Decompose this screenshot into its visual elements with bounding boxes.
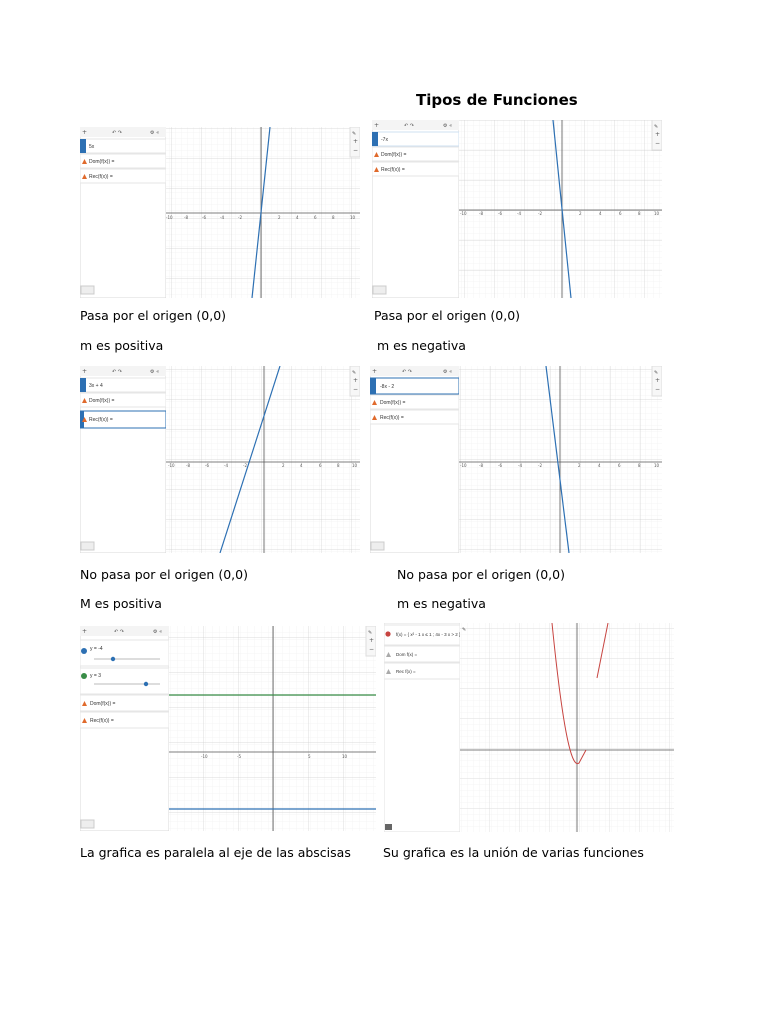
- expression-3-text[interactable]: Rec(f(x)) =: [89, 417, 113, 423]
- svg-text:10: 10: [352, 463, 358, 468]
- svg-text:8: 8: [332, 215, 335, 220]
- svg-text:-8: -8: [184, 215, 188, 220]
- add-icon[interactable]: +: [82, 628, 88, 635]
- graph-3-svg: [80, 366, 360, 553]
- svg-text:4: 4: [296, 215, 299, 220]
- undo-icon[interactable]: ↶ ↷: [114, 629, 124, 635]
- svg-text:-10: -10: [201, 754, 208, 759]
- svg-text:-6: -6: [498, 463, 502, 468]
- document-title: Tipos de Funciones: [416, 91, 578, 109]
- svg-text:6: 6: [618, 463, 621, 468]
- expression-3-text[interactable]: Rec(f(x)) =: [381, 167, 405, 173]
- graph-1-svg: [80, 127, 360, 298]
- settings-icon[interactable]: ⚙ «: [150, 369, 160, 375]
- expression-3-text[interactable]: Dom(f(x)) =: [90, 701, 116, 707]
- zoom-in-icon[interactable]: +: [369, 637, 375, 644]
- svg-text:-6: -6: [205, 463, 209, 468]
- zoom-in-icon[interactable]: +: [353, 138, 359, 145]
- caption-6: Su grafica es la unión de varias funciones: [383, 845, 644, 860]
- expression-2-text[interactable]: Dom(f(x)) =: [89, 159, 115, 165]
- add-icon[interactable]: +: [374, 122, 380, 129]
- add-icon[interactable]: +: [82, 129, 88, 136]
- graph-2-svg: [372, 120, 662, 298]
- expression-1-text[interactable]: -7x: [381, 137, 388, 143]
- expression-1-text[interactable]: -8x - 2: [380, 384, 395, 390]
- svg-text:-8: -8: [479, 463, 483, 468]
- svg-text:-6: -6: [498, 211, 502, 216]
- caption-3a: No pasa por el origen (0,0): [80, 567, 248, 582]
- caption-4b: m es negativa: [397, 596, 486, 611]
- undo-icon[interactable]: ↶ ↷: [112, 369, 122, 375]
- keyboard-icon[interactable]: [373, 286, 386, 294]
- svg-text:6: 6: [319, 463, 322, 468]
- expression-1-text[interactable]: 5x: [89, 144, 95, 150]
- settings-icon[interactable]: ⚙ «: [153, 629, 163, 635]
- graph-6-svg: [384, 623, 674, 832]
- keyboard-icon[interactable]: [385, 824, 392, 830]
- svg-text:4: 4: [598, 463, 601, 468]
- graph-5-svg: [80, 626, 376, 831]
- zoom-out-icon[interactable]: −: [655, 140, 661, 147]
- svg-text:-2: -2: [238, 215, 242, 220]
- undo-icon[interactable]: ↶ ↷: [404, 123, 414, 129]
- expression-2-text[interactable]: Dom(f(x)) =: [89, 398, 115, 404]
- expression-1-text[interactable]: 3x + 4: [89, 383, 103, 389]
- expression-2-text[interactable]: y = 3: [90, 673, 101, 679]
- expression-color-icon[interactable]: [80, 378, 86, 392]
- wrench-icon[interactable]: ✎: [654, 124, 659, 130]
- zoom-out-icon[interactable]: −: [655, 386, 661, 393]
- undo-icon[interactable]: ↶ ↷: [402, 369, 412, 375]
- svg-text:-2: -2: [538, 211, 542, 216]
- zoom-out-icon[interactable]: −: [369, 646, 375, 653]
- wrench-icon[interactable]: ✎: [654, 370, 659, 376]
- expression-4-text[interactable]: Rec(f(x)) =: [90, 718, 114, 724]
- caption-1b: m es positiva: [80, 338, 164, 353]
- svg-text:-2: -2: [538, 463, 542, 468]
- caption-3b: M es positiva: [80, 596, 162, 611]
- graph-screenshot-1: [80, 127, 360, 298]
- svg-text:10: 10: [654, 463, 660, 468]
- svg-text:10: 10: [654, 211, 660, 216]
- svg-text:5: 5: [308, 754, 311, 759]
- expression-color-icon[interactable]: [372, 132, 378, 146]
- zoom-in-icon[interactable]: +: [655, 377, 661, 384]
- svg-text:8: 8: [337, 463, 340, 468]
- expression-color-icon[interactable]: [81, 673, 87, 679]
- wrench-icon[interactable]: ✎: [352, 131, 357, 137]
- graph-screenshot-4: [370, 366, 662, 553]
- caption-4a: No pasa por el origen (0,0): [397, 567, 565, 582]
- svg-text:-4: -4: [517, 211, 521, 216]
- svg-text:-10: -10: [460, 463, 467, 468]
- expression-2-text[interactable]: Dom(f(x)) =: [381, 152, 407, 158]
- wrench-icon[interactable]: ✎: [462, 627, 467, 633]
- expression-2-text[interactable]: Dom(f(x)) =: [380, 400, 406, 406]
- svg-text:8: 8: [638, 463, 641, 468]
- zoom-in-icon[interactable]: +: [655, 131, 661, 138]
- caption-5: La grafica es paralela al eje de las abscisas: [80, 845, 351, 860]
- settings-icon[interactable]: ⚙ «: [150, 130, 160, 136]
- expression-color-icon[interactable]: [370, 378, 376, 394]
- wrench-icon[interactable]: ✎: [352, 370, 357, 376]
- settings-icon[interactable]: ⚙ «: [443, 369, 453, 375]
- caption-2a: Pasa por el origen (0,0): [374, 308, 521, 323]
- svg-text:2: 2: [282, 463, 285, 468]
- keyboard-icon[interactable]: [81, 820, 94, 828]
- keyboard-icon[interactable]: [81, 542, 94, 550]
- slider-handle[interactable]: [144, 682, 148, 686]
- add-icon[interactable]: +: [82, 368, 88, 375]
- svg-text:10: 10: [350, 215, 356, 220]
- svg-text:2: 2: [278, 215, 281, 220]
- zoom-out-icon[interactable]: −: [353, 147, 359, 154]
- svg-text:6: 6: [619, 211, 622, 216]
- svg-text:2: 2: [579, 211, 582, 216]
- svg-text:4: 4: [599, 211, 602, 216]
- keyboard-icon[interactable]: [371, 542, 384, 550]
- svg-text:-6: -6: [202, 215, 206, 220]
- svg-text:-10: -10: [460, 211, 467, 216]
- add-icon[interactable]: +: [372, 368, 378, 375]
- svg-text:8: 8: [638, 211, 641, 216]
- wrench-icon[interactable]: ✎: [368, 630, 373, 636]
- settings-icon[interactable]: ⚙ «: [443, 123, 453, 129]
- expression-color-icon[interactable]: [81, 648, 87, 654]
- caption-2b: m es negativa: [377, 338, 466, 353]
- graph-screenshot-3: [80, 366, 360, 553]
- svg-text:-5: -5: [237, 754, 241, 759]
- svg-text:2: 2: [578, 463, 581, 468]
- svg-text:4: 4: [300, 463, 303, 468]
- undo-icon[interactable]: ↶ ↷: [112, 130, 122, 136]
- svg-text:-4: -4: [518, 463, 522, 468]
- expression-color-icon[interactable]: [80, 139, 86, 153]
- expression-2-text[interactable]: Dom f(x) =: [396, 652, 418, 657]
- graph-4-svg: [370, 366, 662, 553]
- svg-text:-4: -4: [224, 463, 228, 468]
- graph-screenshot-6: [384, 623, 674, 832]
- expression-1-text[interactable]: f(x) = { x² - 1 x ≤ 1 ; 4x - 3 x > 2 }: [396, 632, 461, 637]
- expression-3-text[interactable]: Rec(f(x)) =: [380, 415, 404, 421]
- expression-color-icon[interactable]: [385, 631, 390, 636]
- expression-1-text[interactable]: y = -4: [90, 646, 103, 652]
- zoom-out-icon[interactable]: −: [353, 386, 359, 393]
- zoom-in-icon[interactable]: +: [353, 377, 359, 384]
- svg-text:-10: -10: [168, 463, 175, 468]
- caption-1a: Pasa por el origen (0,0): [80, 308, 227, 323]
- svg-text:10: 10: [342, 754, 348, 759]
- keyboard-icon[interactable]: [81, 286, 94, 294]
- svg-text:6: 6: [314, 215, 317, 220]
- expression-3-text[interactable]: Rec(f(x)) =: [89, 174, 113, 180]
- svg-text:-8: -8: [186, 463, 190, 468]
- svg-text:-4: -4: [220, 215, 224, 220]
- graph-screenshot-2: [372, 120, 662, 298]
- slider-handle[interactable]: [111, 657, 115, 661]
- svg-text:-10: -10: [166, 215, 173, 220]
- graph-screenshot-5: [80, 626, 376, 831]
- svg-text:-8: -8: [479, 211, 483, 216]
- svg-text:-2: -2: [243, 463, 247, 468]
- expression-3-text[interactable]: Rec f(x) =: [396, 669, 416, 674]
